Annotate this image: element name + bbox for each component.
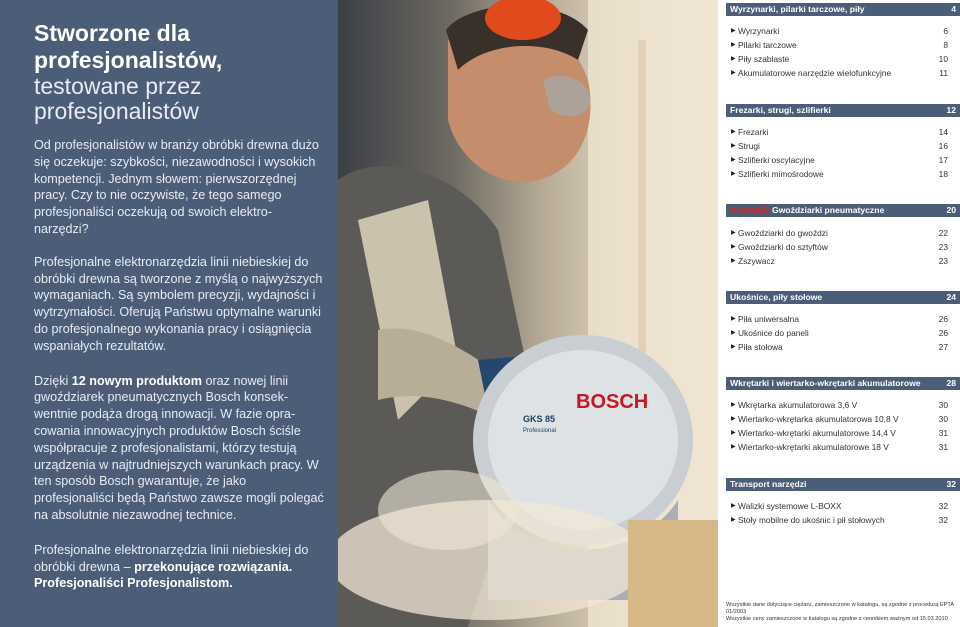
toc-section-header[interactable]: Ukośnice, piły stołowe 24 (726, 291, 960, 304)
triangle-bullet-icon: ▶ (731, 56, 736, 62)
headline-light: testowane przez profesjonalistów (34, 73, 202, 124)
toc-item[interactable]: ▶ Stoły mobilne do ukośnic i pił stołowych 32 (731, 515, 948, 525)
toc-item[interactable]: ▶ Wkrętarka akumulatorowa 3,6 V 30 (731, 400, 948, 410)
triangle-bullet-icon: ▶ (731, 70, 736, 76)
toc-item[interactable]: ▶ Szlifierki mimośrodowe 18 (731, 169, 948, 179)
toc-item[interactable]: ▶ Walizki systemowe L-BOXX 32 (731, 501, 948, 511)
triangle-bullet-icon: ▶ (731, 171, 736, 177)
triangle-bullet-icon: ▶ (731, 157, 736, 163)
toc-item[interactable]: ▶ Pilarki tarczowe 8 (731, 40, 948, 50)
toc-item[interactable]: ▶ Wiertarko-wkrętarka akumulatorowa 10,8 V 30 (731, 414, 948, 424)
new-badge: NOWOŚĆ (730, 205, 770, 215)
toc-item[interactable]: ▶ Strugi 16 (731, 141, 948, 151)
footnote-weight: Wszystkie dane dotyczące ciężaru, zamieszczone w katalogu, są zgodne z procedurą EPTA 01/2003 (726, 602, 954, 615)
product-photo (338, 0, 718, 627)
toc-item[interactable]: ▶ Piły szablaste 10 (731, 54, 948, 64)
saw-model-label: GKS 85 (523, 414, 556, 424)
saw-brand-label: BOSCH (576, 391, 649, 413)
intro-paragraph-1: Od profesjonalistów w branży obróbki drewna dużo się oczekuje: szybkości, niezawodności i wysokich kompetencji. Jednym słowem: pierwszorzędnej pracy. Czy to nie oczywiste, że tego samego profesjonaliści oczekują od swoich elektro-narzędzi? (34, 138, 319, 236)
triangle-bullet-icon: ▶ (731, 444, 736, 450)
footnote-prices: Wszystkie ceny zamieszczone w katalogu są zgodne z cennikiem ważnym od 15.03.2010 (726, 615, 948, 622)
triangle-bullet-icon: ▶ (731, 42, 736, 48)
saw-model-sub-label: Professional (523, 428, 557, 434)
triangle-bullet-icon: ▶ (731, 430, 736, 436)
triangle-bullet-icon: ▶ (731, 402, 736, 408)
triangle-bullet-icon: ▶ (731, 316, 736, 322)
triangle-bullet-icon: ▶ (731, 330, 736, 336)
triangle-bullet-icon: ▶ (731, 258, 736, 264)
toc-item[interactable]: ▶ Gwoździarki do gwoździ 22 (731, 228, 948, 238)
triangle-bullet-icon: ▶ (731, 230, 736, 236)
triangle-bullet-icon: ▶ (731, 143, 736, 149)
toc-item[interactable]: ▶ Piła uniwersalna 26 (731, 314, 948, 324)
intro-panel (0, 0, 338, 627)
triangle-bullet-icon: ▶ (731, 28, 736, 34)
toc-section-header[interactable]: Wyrzynarki, pilarki tarczowe, piły 4 (726, 3, 960, 16)
triangle-bullet-icon: ▶ (731, 416, 736, 422)
footnotes (726, 602, 960, 622)
toc-item[interactable]: ▶ Zszywacz 23 (731, 256, 948, 266)
toc-section-header[interactable]: Wkrętarki i wiertarko-wkrętarki akumulatorowe 28 (726, 377, 960, 390)
toc-section-header[interactable]: Transport narzędzi 32 (726, 478, 960, 491)
intro-paragraph-4: Profesjonalne elektronarzędzia linii niebieskiej do obróbki drewna – przekonujące rozwiązania. Profesjonaliści Profesjonalistom. (34, 542, 309, 591)
toc-item[interactable]: ▶ Gwoździarki do sztyftów 23 (731, 242, 948, 252)
toc-item[interactable]: ▶ Ukośnice do paneli 26 (731, 328, 948, 338)
intro-paragraph-3: Dzięki 12 nowym produktom oraz nowej linii gwoździarek pneumatycznych Bosch konsekwentnie podąża drogą innowacji. W fazie opracowania innowacyjnych produktów Bosch ściśle współpracuje z profesjonalistami, którzy testują urządzenia w najtrudniejszych warunkach pracy. W ten sposób Bosch gwarantuje, że jako profesjonaliści będą Państwo zawsze mogli polegać na absolutnie niezawodnej technice. (34, 373, 324, 522)
toc-item[interactable]: ▶ Wiertarko-wkrętarki akumulatorowe 14,4 V 31 (731, 428, 948, 438)
triangle-bullet-icon: ▶ (731, 129, 736, 135)
photo-illustration (338, 0, 718, 627)
toc-item[interactable]: ▶ Frezarki 14 (731, 127, 948, 137)
toc-item[interactable]: ▶ Akumulatorowe narzędzie wielofunkcyjne 11 (731, 68, 948, 78)
toc-item[interactable]: ▶ Wyrzynarki 6 (731, 26, 948, 36)
triangle-bullet-icon: ▶ (731, 344, 736, 350)
table-of-contents (718, 0, 960, 627)
triangle-bullet-icon: ▶ (731, 244, 736, 250)
triangle-bullet-icon: ▶ (731, 517, 736, 523)
toc-section-header[interactable]: NOWOŚĆ Gwoździarki pneumatyczne 20 (726, 204, 960, 217)
headline-bold: Stworzone dla profesjonalistów, (34, 20, 223, 73)
intro-paragraph-2: Profesjonalne elektronarzędzia linii niebieskiej do obróbki drewna są tworzone z myślą o najwyższych wymaganiach. Są symbolem precyzji, wydajności i wytrzymałości. Oferują Państwu optymalne warunki do profesjonalnego wykonania pracy i osiągnięcia wspaniałych rezultatów. (34, 254, 323, 353)
triangle-bullet-icon: ▶ (731, 503, 736, 509)
toc-item[interactable]: ▶ Wiertarko-wkrętarki akumulatorowe 18 V 31 (731, 442, 948, 452)
toc-item[interactable]: ▶ Piła stołowa 27 (731, 342, 948, 352)
toc-section-header[interactable]: Frezarki, strugi, szlifierki 12 (726, 104, 960, 117)
toc-item[interactable]: ▶ Szlifierki oscylacyjne 17 (731, 155, 948, 165)
